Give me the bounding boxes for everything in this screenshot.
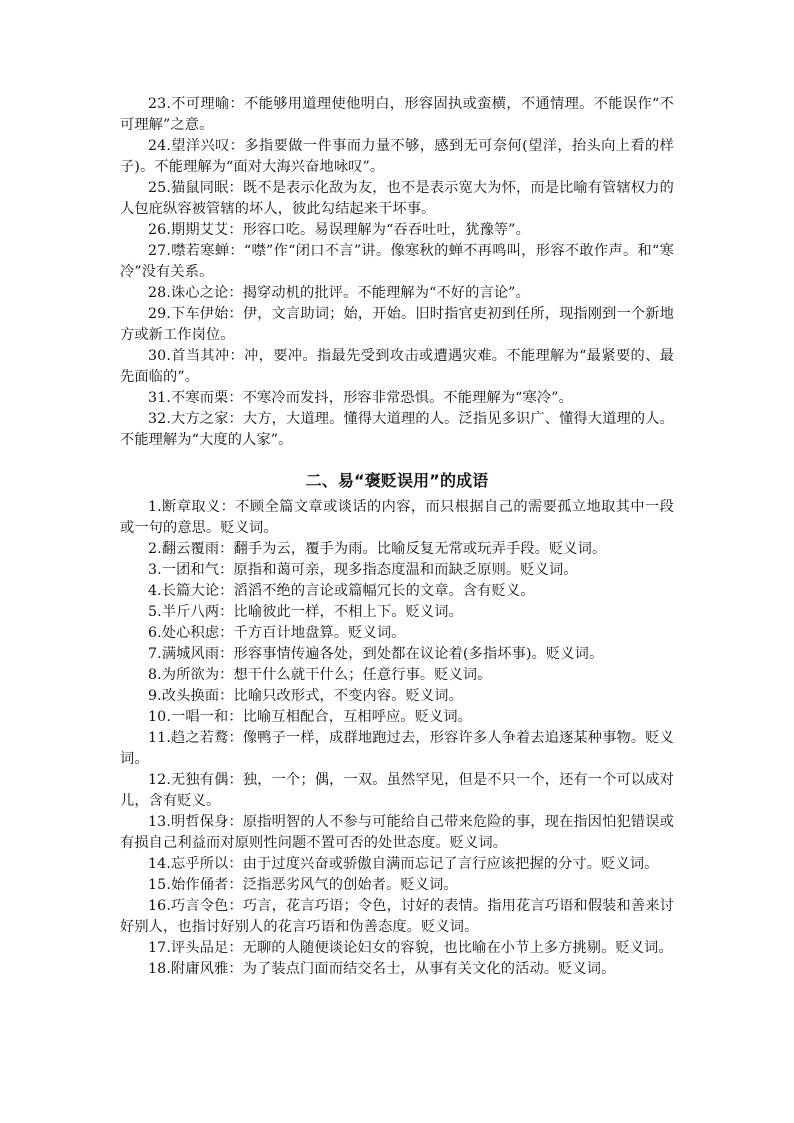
idiom-entry-2: 2.翻云覆雨：翻手为云，覆手为雨。比喻反复无常或玩弄手段。贬义词。 [148, 541, 607, 557]
idiom-entry-13: 13.明哲保身：原指明智的人不参与可能给自己带来危险的事，现在指因怕犯错误或有损自己利益而对原则性问题不置可否的处世态度。贬义词。 [120, 814, 674, 851]
idiom-entry-12: 12.无独有偶：独，一个；偶，一双。虽然罕见，但是不只一个，还有一个可以成对儿，含有贬义。 [120, 772, 674, 809]
idiom-entry-15: 15.始作俑者：泛指恶劣风气的创始者。贬义词。 [148, 877, 458, 893]
idiom-entry-28: 28.诛心之论：揭穿动机的批评。不能理解为“不好的言论”。 [148, 285, 530, 301]
idiom-entry-14: 14.忘乎所以：由于过度兴奋或骄傲自满而忘记了言行应该把握的分寸。贬义词。 [148, 856, 659, 872]
idiom-entry-3: 3.一团和气：原指和蔼可亲，现多指态度温和而缺乏原则。贬义词。 [148, 562, 578, 578]
idiom-entry-16: 16.巧言令色：巧言，花言巧语；令色，讨好的表情。指用花言巧语和假装和善来讨好别人，也指讨好别人的花言巧语和伪善态度。贬义词。 [120, 898, 674, 935]
idiom-entry-25: 25.猫鼠同眠：既不是表示化敌为友，也不是表示宽大为怀，而是比喻有管辖权力的人包庇纵容被管辖的坏人，彼此勾结起来干坏事。 [120, 180, 674, 217]
idiom-entry-5: 5.半斤八两：比喻彼此一样，不相上下。贬义词。 [148, 604, 463, 620]
idiom-entry-8: 8.为所欲为：想干什么就干什么；任意行事。贬义词。 [148, 667, 492, 683]
idiom-entry-10: 10.一唱一和：比喻互相配合，互相呼应。贬义词。 [148, 709, 473, 725]
idiom-entry-9: 9.改头换面：比喻只改形式，不变内容。贬义词。 [148, 688, 463, 704]
idiom-entry-26: 26.期期艾艾：形容口吃。易误理解为“吞吞吐吐，犹豫等”。 [148, 222, 530, 238]
idiom-entry-18: 18.附庸风雅：为了装点门面而结交名士，从事有关文化的活动。贬义词。 [148, 961, 616, 977]
idiom-entry-32: 32.大方之家：大方，大道理。懂得大道理的人。泛指见多识广、懂得大道理的人。不能理解为“大度的人家”。 [120, 411, 674, 448]
idiom-entry-24: 24.望洋兴叹：多指要做一件事而力量不够，感到无可奈何(望洋，抬头向上看的样子)。不能理解为“面对大海兴奋地咏叹”。 [120, 138, 674, 175]
idiom-entry-7: 7.满城风雨：形容事情传遍各处，到处都在议论着(多指坏事)。贬义词。 [148, 646, 604, 662]
section-heading: 二、易“褒贬误用”的成语 [305, 471, 489, 490]
idiom-list-part1 [120, 94, 674, 451]
idiom-entry-4: 4.长篇大论：滔滔不绝的言论或篇幅冗长的文章。含有贬义。 [148, 583, 535, 599]
idiom-entry-31: 31.不寒而栗：不寒冷而发抖，形容非常恐惧。不能理解为“寒冷”。 [148, 390, 573, 406]
idiom-entry-17: 17.评头品足：无聊的人随便谈论妇女的容貌，也比喻在小节上多方挑剔。贬义词。 [148, 940, 673, 956]
idiom-entry-23: 23.不可理喻：不能够用道理使他明白，形容固执或蛮横，不通情理。不能误作“不可理解”之意。 [120, 96, 674, 133]
idiom-entry-30: 30.首当其冲：冲，要冲。指最先受到攻击或遭遇灾难。不能理解为“最紧要的、最先面临的”。 [120, 348, 674, 385]
idiom-entry-29: 29.下车伊始：伊，文言助词；始，开始。旧时指官吏初到任所，现指刚到一个新地方或新工作岗位。 [120, 306, 674, 343]
idiom-list-part2 [120, 497, 674, 980]
idiom-entry-27: 27.噤若寒蝉：“噤”作“闭口不言”讲。像寒秋的蝉不再鸣叫，形容不敢作声。和“寒冷”没有关系。 [120, 243, 674, 280]
idiom-entry-11: 11.趋之若鹜：像鸭子一样，成群地跑过去，形容许多人争着去追逐某种事物。贬义词。 [120, 730, 674, 767]
document-page [120, 94, 674, 980]
idiom-entry-1: 1.断章取义：不顾全篇文章或谈话的内容，而只根据自己的需要孤立地取其中一段或一句的意思。贬义词。 [120, 499, 674, 536]
idiom-entry-6: 6.处心积虑：千方百计地盘算。贬义词。 [148, 625, 406, 641]
